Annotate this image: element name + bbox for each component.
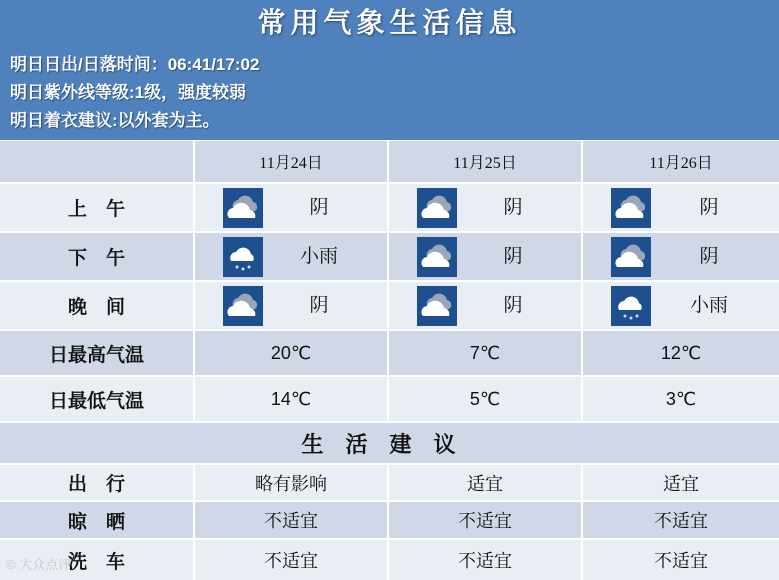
life-advice-header (0, 423, 779, 463)
cell-value: 不适宜 (654, 551, 708, 571)
value-cell (389, 282, 581, 329)
row-label: 上 午 (67, 199, 125, 220)
page-title: 常用气象生活信息 (257, 7, 522, 38)
date-header-cell (195, 141, 387, 182)
date-header-cell (583, 141, 779, 182)
clothing-advice-text: 明日着衣建议:以外套为主。 (10, 111, 220, 130)
value-cell (583, 331, 779, 375)
weather-condition: 小雨 (299, 246, 338, 267)
value-cell (195, 540, 387, 580)
value-cell (195, 282, 387, 329)
date-header-cell (389, 141, 581, 182)
value-cell (583, 233, 779, 280)
weather-condition: 阴 (309, 197, 329, 218)
value-cell (583, 540, 779, 580)
row-label: 下 午 (67, 248, 125, 269)
value-cell (195, 184, 387, 231)
value-cell (583, 502, 779, 538)
row-label-cell (0, 377, 193, 421)
weather-condition: 阴 (309, 295, 329, 316)
value-cell (583, 282, 779, 329)
table-row-morning (0, 184, 779, 231)
corner-cell (0, 141, 193, 182)
value-cell (389, 377, 581, 421)
cell-value: 7℃ (469, 342, 501, 363)
table-row-travel (0, 465, 779, 500)
value-cell (389, 233, 581, 280)
uv-index-text: 明日紫外线等级:1级，强度较弱 (10, 83, 247, 102)
cell-value: 20℃ (270, 342, 312, 363)
value-cell (389, 184, 581, 231)
value-cell (583, 377, 779, 421)
row-label-cell (0, 502, 193, 538)
cell-value: 适宜 (467, 473, 503, 494)
weather-condition: 阴 (699, 246, 719, 267)
cell-value: 不适宜 (264, 511, 318, 531)
watermark: © 大众点评 (6, 557, 72, 572)
row-label: 晾 晒 (67, 511, 125, 533)
weather-condition: 阴 (699, 197, 719, 218)
cell-value: 5℃ (469, 388, 501, 409)
weather-condition: 阴 (503, 295, 523, 316)
value-cell (389, 502, 581, 538)
row-label: 日最低气温 (48, 390, 144, 412)
table-row-carwash (0, 540, 779, 580)
table-row-section_title (0, 423, 779, 463)
table-row-night (0, 282, 779, 329)
header-banner (0, 0, 779, 140)
cell-value: 3℃ (665, 388, 697, 409)
value-cell (389, 331, 581, 375)
section-title: 生活建议 (301, 431, 478, 457)
table-row-drying (0, 502, 779, 538)
cell-value: 不适宜 (458, 511, 512, 531)
row-label-cell (0, 282, 193, 329)
date-label: 11月24日 (259, 155, 323, 172)
row-label-cell (0, 233, 193, 280)
value-cell (195, 502, 387, 538)
date-label: 11月26日 (649, 155, 713, 172)
row-label: 洗 车 (67, 551, 125, 573)
date-label: 11月25日 (453, 155, 517, 172)
row-label: 日最高气温 (48, 344, 144, 366)
cell-value: 不适宜 (654, 511, 708, 531)
value-cell (195, 465, 387, 500)
row-label-cell (0, 465, 193, 500)
table-row-dates (0, 141, 779, 182)
cell-value: 14℃ (270, 388, 312, 409)
row-label: 晚 间 (67, 297, 125, 318)
value-cell (583, 184, 779, 231)
table-row-high (0, 331, 779, 375)
row-label: 出 行 (67, 474, 125, 495)
value-cell (195, 331, 387, 375)
weather-condition: 阴 (503, 197, 523, 218)
row-label-cell (0, 331, 193, 375)
row-label-cell (0, 184, 193, 231)
cell-value: 适宜 (663, 473, 699, 494)
table-row-afternoon (0, 233, 779, 280)
cell-value: 不适宜 (264, 551, 318, 571)
cell-value: 略有影响 (255, 473, 327, 494)
weather-condition: 小雨 (689, 295, 728, 316)
cell-value: 12℃ (660, 342, 702, 363)
cell-value: 不适宜 (458, 551, 512, 571)
sunrise-sunset-text: 明日日出/日落时间：06:41/17:02 (10, 55, 260, 74)
weather-condition: 阴 (503, 246, 523, 267)
value-cell (195, 377, 387, 421)
value-cell (389, 465, 581, 500)
table-row-low (0, 377, 779, 421)
value-cell (195, 233, 387, 280)
value-cell (389, 540, 581, 580)
value-cell (583, 465, 779, 500)
